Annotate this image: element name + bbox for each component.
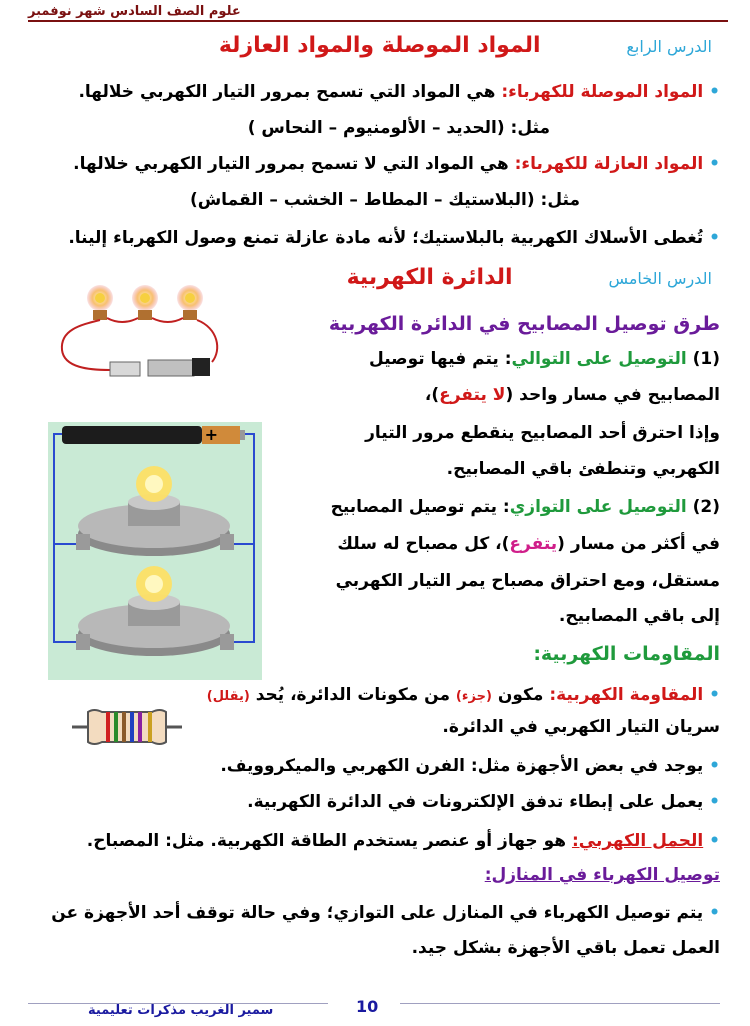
- series-line-4: الكهربي وتنطفئ باقي المصابيح.: [446, 459, 720, 479]
- bulb-icon: [76, 466, 234, 556]
- battery-icon: [192, 358, 210, 376]
- header-divider: [28, 20, 728, 22]
- lesson4-title: المواد الموصلة والمواد العازلة: [218, 33, 541, 58]
- lesson4-label: الدرس الرابع: [626, 37, 712, 56]
- conductors-definition: • المواد الموصلة للكهرباء: هي المواد التي تسمح بمرور التيار الكهربي خلالها.: [78, 82, 720, 102]
- footer-author: سمير الغريب مذكرات تعليمية: [88, 1003, 274, 1018]
- series-line-2: المصابيح في مسار واحد (لا يتفرع)،: [424, 385, 720, 405]
- load-definition: • الحمل الكهربي: هو جهاز أو عنصر يستخدم الطاقة الكهربية. مثل: المصباح.: [86, 831, 720, 851]
- conductors-example: مثل: (الحديد – الألومنيوم – النحاس ): [247, 118, 550, 138]
- battery-plus-sign: +: [204, 425, 218, 444]
- insulators-definition: • المواد العازلة للكهرباء: هي المواد التي لا تسمح بمرور التيار الكهربي خلالها.: [73, 154, 720, 174]
- page-number: 10: [356, 997, 379, 1016]
- resistance-slow: • يعمل على إبطاء تدفق الإلكترونات في الدائرة الكهربية.: [247, 792, 720, 812]
- resistance-term: المقاومة الكهربية:: [549, 685, 704, 705]
- footer-divider-right: [400, 1003, 720, 1004]
- series-not-branched: لا يتفرع: [439, 385, 506, 405]
- methods-heading: طرق توصيل المصابيح في الدائرة الكهربية: [328, 313, 720, 335]
- lesson5-title: الدائرة الكهربية: [346, 265, 513, 290]
- wires-note: • تُغطى الأسلاك الكهربية بالبلاستيك؛ لأنه مادة عازلة تمنع وصول الكهرباء إلينا.: [68, 228, 720, 248]
- conductors-def-text: هي المواد التي تسمح بمرور التيار الكهربي خلالها.: [78, 82, 502, 102]
- resistor-icon: [72, 704, 182, 750]
- resistance-found: • يوجد في بعض الأجهزة مثل: الفرن الكهربي والميكروويف.: [220, 756, 720, 776]
- home-line-2: العمل تعمل باقي الأجهزة بشكل جيد.: [411, 938, 720, 958]
- load-term: الحمل الكهربي:: [571, 831, 704, 851]
- lesson5-title-row: [347, 266, 712, 291]
- insulators-def-text: هي المواد التي لا تسمح بمرور التيار الكهربي خلالها.: [73, 154, 515, 174]
- parallel-line-1: (2) التوصيل على التوازي: يتم توصيل المصابيح: [330, 497, 720, 517]
- parallel-term: التوصيل على التوازي: [509, 497, 687, 517]
- series-circuit-image: [40, 280, 230, 390]
- battery-holder-icon: [148, 360, 194, 376]
- parallel-line-4: إلى باقي المصابيح.: [558, 606, 720, 626]
- series-line-1: (1) التوصيل على التوالي: يتم فيها توصيل: [369, 349, 720, 369]
- conductors-term: المواد الموصلة للكهرباء:: [501, 82, 704, 102]
- resistance-line-1: • المقاومة الكهربية: مكون (جزء) من مكونات الدائرة، يُحد (يقلل): [206, 685, 720, 705]
- insulators-term: المواد العازلة للكهرباء:: [514, 154, 704, 174]
- switch-icon: [110, 362, 140, 376]
- insulators-example: مثل: (البلاستيك – المطاط – الخشب – القماش): [189, 190, 580, 210]
- series-line-3: وإذا احترق أحد المصابيح ينقطع مرور التيار: [365, 423, 720, 443]
- lesson4-title-row: [219, 34, 712, 59]
- lesson5-label: الدرس الخامس: [608, 269, 712, 288]
- parallel-circuit-image: [48, 422, 262, 680]
- battery-icon: [62, 425, 245, 444]
- home-line-1: • يتم توصيل الكهرباء في المنازل على التوازي؛ وفي حالة توقف أحد الأجهزة عن: [51, 903, 720, 923]
- parallel-line-3: مستقل، ومع احتراق مصباح يمر التيار الكهربي: [335, 571, 720, 591]
- parallel-line-2: في أكثر من مسار (يتفرع)، كل مصباح له سلك: [337, 534, 720, 554]
- bulb-icon: [87, 285, 113, 320]
- resistances-heading: المقاومات الكهربية:: [533, 643, 720, 665]
- header-title: علوم الصف السادس شهر نوفمبر: [28, 4, 241, 19]
- wires-note-text: تُغطى الأسلاك الكهربية بالبلاستيك؛ لأنه مادة عازلة تمنع وصول الكهرباء إلينا.: [68, 228, 704, 248]
- parallel-branched: يتفرع: [509, 534, 558, 554]
- home-heading: توصيل الكهرباء في المنازل:: [484, 865, 720, 885]
- bulb-icon: [177, 285, 203, 320]
- resistance-line-2: سريان التيار الكهربي في الدائرة.: [442, 717, 720, 737]
- series-term: التوصيل على التوالي: [511, 349, 687, 369]
- bulb-icon: [132, 285, 158, 320]
- bulb-icon: [76, 566, 234, 656]
